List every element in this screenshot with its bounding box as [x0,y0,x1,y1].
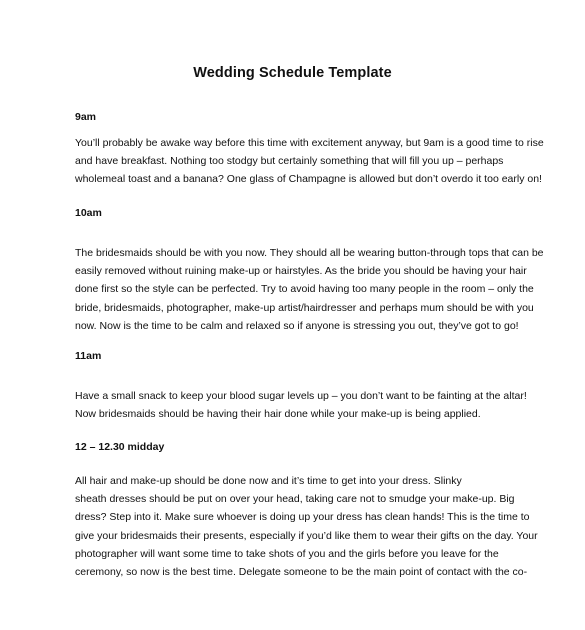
paragraph-line: easily removed without ruining make-up or hairstyles. As the bride you should be having your hair [75,265,527,278]
paragraph-line: bride, bridesmaids, photographer, make-up artist/hairdresser and perhaps mum should be with you [75,301,534,314]
document-title: Wedding Schedule Template [193,65,392,81]
paragraph-line: sheath dresses should be put on over your head, taking care not to smudge your make-up. Big [75,493,515,506]
paragraph-line: ceremony, so now is the best time. Delegate someone to be the main point of contact with the co- [75,566,528,579]
paragraph-line: done first so the style can be perfected. Try to avoid having too many people in the room – only the [75,283,534,296]
schedule-section-9am [75,110,544,189]
section-paragraph [75,472,538,581]
section-heading: 11am [75,350,102,362]
section-paragraph [75,387,535,423]
section-heading: 9am [75,111,97,123]
paragraph-line: photographer will want some time to take shots of you and the girls before you leave for the [75,547,499,560]
paragraph-line: The bridesmaids should be with you now. They should all be wearing button-through tops that can be [75,247,544,259]
paragraph-line: All hair and make-up should be done now and it’s time to get into your dress. Slinky [75,475,462,487]
paragraph-line: dress? Step into it. Make sure whoever is doing up your dress has clean hands! This is the time to [75,511,530,524]
section-heading: 10am [75,207,102,219]
paragraph-line: Have a small snack to keep your blood sugar levels up – you don’t want to be fainting at the altar! [75,390,527,402]
paragraph-line: and have breakfast. Nothing too stodgy but certainly something that will fill you up – perhaps [75,155,504,168]
section-heading: 12 – 12.30 midday [75,441,165,453]
paragraph-line: Now bridesmaids should be having their hair done while your make-up is being applied. [75,408,481,421]
section-paragraph [75,134,544,189]
paragraph-line: give your bridesmaids their presents, especially if you’d like them to wear their gifts on the day. Your [75,529,538,542]
schedule-section-11am [75,349,535,423]
schedule-section-midday [75,440,538,581]
paragraph-line: wholemeal toast and a banana? One glass of Champagne is allowed but don’t overdo it too early on! [75,173,542,186]
section-paragraph [75,244,544,335]
paragraph-line: now. Now is the time to be calm and relaxed so if anyone is stressing you out, they’ve got to go! [75,319,519,332]
schedule-section-10am [75,206,544,335]
paragraph-line: You’ll probably be awake way before this time with excitement anyway, but 9am is a good time to rise [75,137,544,149]
